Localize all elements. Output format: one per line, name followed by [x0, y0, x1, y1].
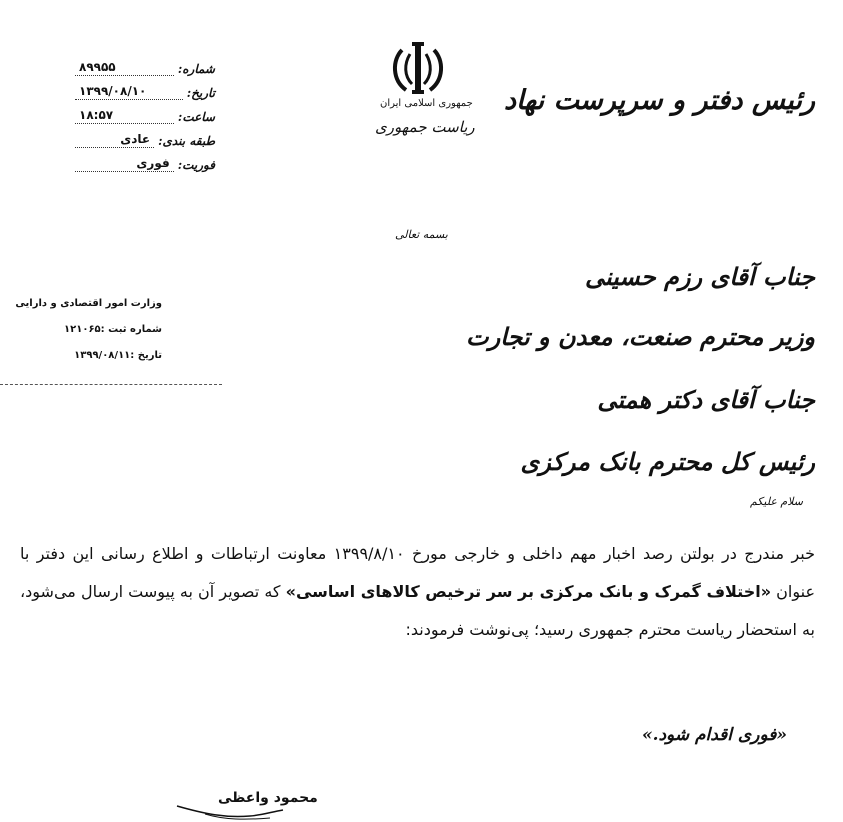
salutation: سلام علیکم [749, 495, 803, 508]
meta-row [75, 124, 215, 148]
signature-mark [175, 800, 285, 822]
letter-meta [75, 52, 215, 172]
receipt-stamp [0, 290, 162, 385]
meta-row [75, 100, 215, 124]
meta-value: ۸۹۹۵۵ [75, 60, 174, 76]
meta-row [75, 148, 215, 172]
letter-body [20, 535, 815, 649]
meta-label: شماره: [177, 62, 215, 76]
meta-label: فوریت: [177, 158, 215, 172]
emblem-caption: جمهوری اسلامی ایران [380, 98, 473, 109]
meta-value: ۱۳۹۹/۰۸/۱۰ [75, 84, 183, 100]
office-title: رئیس دفتر و سرپرست نهاد [503, 85, 815, 116]
meta-row [75, 76, 215, 100]
stamp-registration: شماره ثبت :۱۲۱۰۶۵ [64, 324, 162, 335]
body-part2: که تصویر آن به پیوست ارسال می‌شود، به استحضار ریاست محترم جمهوری رسید؛ پی‌نوشت فرمودند: [20, 582, 815, 639]
stamp-ministry: وزارت امور اقتصادی و دارایی [15, 298, 162, 309]
meta-value: فوری [75, 156, 174, 172]
presidential-order: «فوری اقدام شود.» [641, 725, 787, 745]
meta-value: عادی [75, 132, 154, 148]
meta-value: ۱۸:۵۷ [75, 108, 174, 124]
news-headline: «اختلاف گمرک و بانک مرکزی بر سر ترخیص کالاهای اساسی» [285, 582, 772, 601]
invocation: بسمه تعالی [395, 228, 448, 241]
body-part1: خبر مندرج در بولتن رصد اخبار مهم داخلی و خارجی مورخ ۱۳۹۹/۸/۱۰ معاونت ارتباطات و اطلاع رسانی این دفتر با عنوان [20, 544, 816, 601]
meta-label: ساعت: [177, 110, 215, 124]
addressee-1-title: وزیر محترم صنعت، معدن و تجارت [466, 322, 815, 351]
addressee-1: جناب آقای رزم حسینی [584, 262, 815, 291]
emblem-title: ریاست جمهوری [375, 118, 475, 136]
stamp-divider [0, 384, 222, 385]
addressee-2: جناب آقای دکتر همتی [597, 385, 815, 414]
signer-name: محمود واعظی [218, 790, 318, 806]
meta-label: طبقه بندی: [158, 134, 215, 148]
addressee-2-title: رئیس کل محترم بانک مرکزی [520, 447, 815, 476]
iran-emblem-icon [388, 40, 448, 100]
meta-row [75, 52, 215, 76]
stamp-date: تاریخ :۱۳۹۹/۰۸/۱۱ [74, 350, 162, 361]
meta-label: تاریخ: [186, 86, 215, 100]
